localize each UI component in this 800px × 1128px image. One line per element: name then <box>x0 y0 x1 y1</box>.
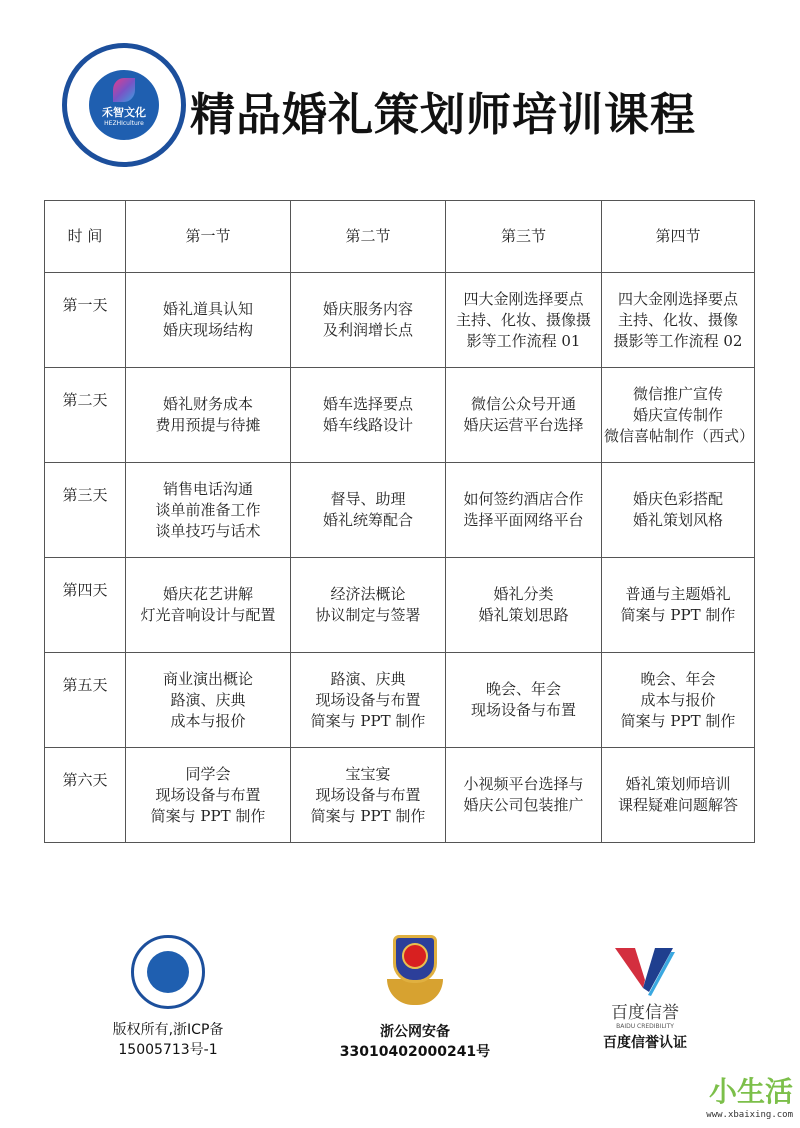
header-session-4: 第四节 <box>602 201 755 273</box>
header-session-3: 第三节 <box>446 201 602 273</box>
session-cell: 婚庆花艺讲解 灯光音响设计与配置 <box>126 558 291 653</box>
session-cell: 婚庆色彩搭配 婚礼策划风格 <box>602 463 755 558</box>
table-row <box>45 653 755 748</box>
session-cell: 晚会、年会 成本与报价 简案与 PPT 制作 <box>602 653 755 748</box>
logo-text-sub: HEZHIculture <box>104 120 144 127</box>
day-label: 第四天 <box>45 558 126 653</box>
baidu-logo-cn: 百度信誉 <box>611 1003 679 1023</box>
copyright-text: 版权所有,浙ICP备15005713号-1 <box>112 1022 224 1058</box>
day-label: 第一天 <box>45 273 126 368</box>
page-title: 精品婚礼策划师培训课程 <box>190 88 697 141</box>
schedule-table <box>44 200 755 843</box>
session-cell: 晚会、年会 现场设备与布置 <box>446 653 602 748</box>
session-cell: 普通与主题婚礼 简案与 PPT 制作 <box>602 558 755 653</box>
session-cell: 小视频平台选择与 婚庆公司包装推广 <box>446 748 602 843</box>
footer-police <box>320 935 510 1061</box>
session-cell: 如何签约酒店合作 选择平面网络平台 <box>446 463 602 558</box>
watermark-url: www.xbaixing.com <box>706 1110 793 1120</box>
day-label: 第六天 <box>45 748 126 843</box>
table-header-row <box>45 201 755 273</box>
baidu-cert-text: 百度信誉认证 <box>603 1035 687 1051</box>
logo-text-cn: 禾智文化 <box>102 106 146 119</box>
session-cell: 商业演出概论 路演、庆典 成本与报价 <box>126 653 291 748</box>
footer-baidu <box>590 948 700 1052</box>
session-cell: 婚庆服务内容 及利润增长点 <box>291 273 446 368</box>
header-session-1: 第一节 <box>126 201 291 273</box>
session-cell: 婚礼财务成本 费用预提与待摊 <box>126 368 291 463</box>
baidu-logo-en: BAIDU CREDIBILITY <box>616 1023 674 1030</box>
watermark-cn: 小生活 <box>708 1075 793 1108</box>
session-cell: 经济法概论 协议制定与签署 <box>291 558 446 653</box>
table-row <box>45 273 755 368</box>
session-cell: 路演、庆典 现场设备与布置 简案与 PPT 制作 <box>291 653 446 748</box>
session-cell: 四大金刚选择要点 主持、化妆、摄像 摄影等工作流程 02 <box>602 273 755 368</box>
watermark <box>668 1070 793 1120</box>
session-cell: 婚礼策划师培训 课程疑难问题解答 <box>602 748 755 843</box>
company-logo <box>62 43 186 167</box>
session-cell: 婚礼道具认知 婚庆现场结构 <box>126 273 291 368</box>
baidu-v-icon <box>615 948 675 998</box>
header-time: 时 间 <box>45 201 126 273</box>
session-cell: 微信公众号开通 婚庆运营平台选择 <box>446 368 602 463</box>
day-label: 第二天 <box>45 368 126 463</box>
table-row <box>45 748 755 843</box>
header-session-2: 第二节 <box>291 201 446 273</box>
session-cell: 四大金刚选择要点 主持、化妆、摄像摄 影等工作流程 01 <box>446 273 602 368</box>
session-cell: 督导、助理 婚礼统筹配合 <box>291 463 446 558</box>
footer-copyright <box>78 935 258 1059</box>
session-cell: 宝宝宴 现场设备与布置 简案与 PPT 制作 <box>291 748 446 843</box>
police-badge-icon <box>387 935 443 1011</box>
police-record-text: 浙公网安备 33010402000241号 <box>339 1024 491 1060</box>
table-row <box>45 463 755 558</box>
session-cell: 同学会 现场设备与布置 简案与 PPT 制作 <box>126 748 291 843</box>
company-logo-small <box>131 935 205 1009</box>
session-cell: 微信推广宣传 婚庆宣传制作 微信喜帖制作（西式） <box>602 368 755 463</box>
table-row <box>45 558 755 653</box>
session-cell: 婚车选择要点 婚车线路设计 <box>291 368 446 463</box>
logo-swirl-icon <box>113 78 135 102</box>
day-label: 第三天 <box>45 463 126 558</box>
table-row <box>45 368 755 463</box>
day-label: 第五天 <box>45 653 126 748</box>
session-cell: 婚礼分类 婚礼策划思路 <box>446 558 602 653</box>
session-cell: 销售电话沟通 谈单前准备工作 谈单技巧与话术 <box>126 463 291 558</box>
